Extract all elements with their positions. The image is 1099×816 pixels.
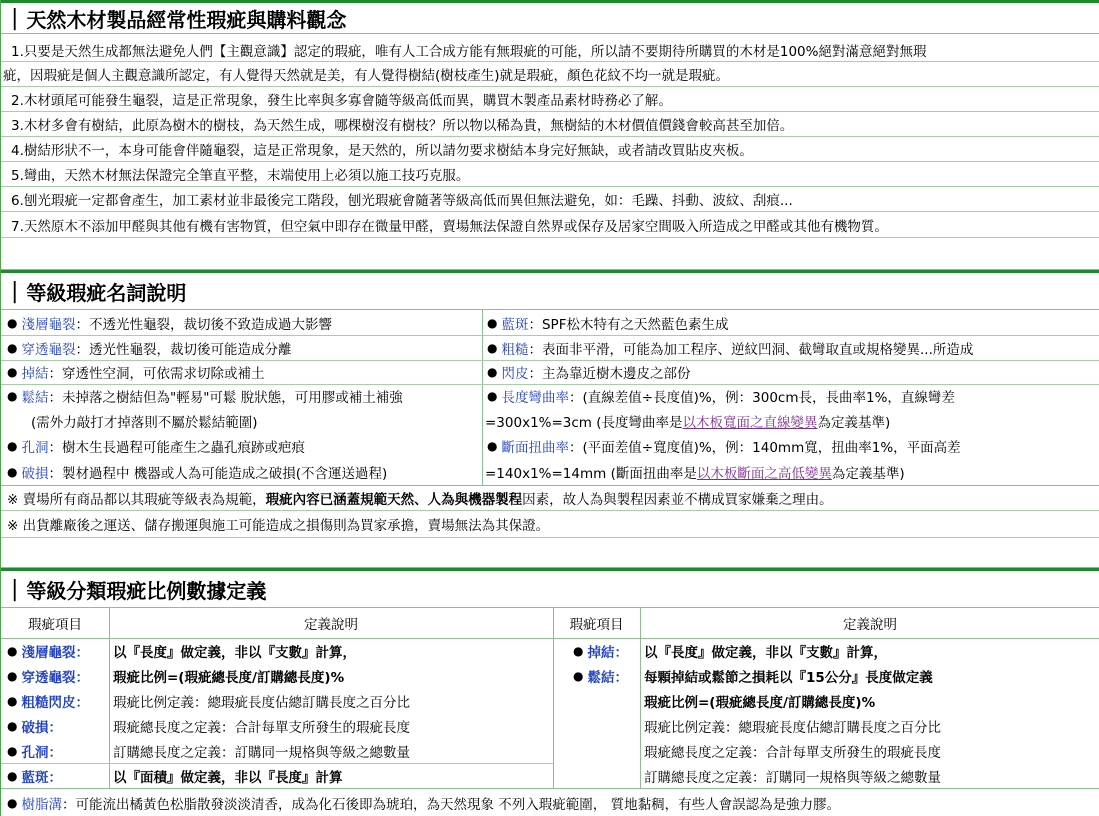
bullet-icon: ●	[7, 464, 18, 479]
ratio-def-line	[644, 738, 1098, 763]
term-name: 藍斑	[501, 316, 529, 333]
ratio-def-line	[113, 688, 551, 713]
ratio-term-rough-wane	[7, 688, 109, 713]
term-name: 閃皮	[501, 366, 529, 382]
term-name: 孔洞	[21, 439, 49, 456]
term-desc: (需外力敲打才掉落則不屬於鬆結範圍)	[31, 414, 258, 431]
note-text: 6.刨光瑕疵一定都會產生，加工素材並非最後完工階段，刨光瑕疵會隨著等級高低而異但無法避免，如：毛躁、抖動、波紋、刮痕...	[11, 193, 793, 209]
cell-text: 瑕疵比例定義：總瑕疵長度佔總訂購長度之百分比	[644, 719, 941, 736]
term-desc: ：穿透性空洞，可依需求切除或補土	[48, 366, 265, 382]
row-line	[1, 335, 1099, 336]
cell-text: 定義說明	[304, 617, 358, 633]
bullet-icon: ●	[487, 315, 498, 330]
term-desc: ：表面非平滑，可能為加工程序、逆紋凹洞、截彎取直或規格變異...所造成	[528, 341, 974, 358]
note-item-3	[1, 112, 1099, 137]
cell-text: 掉結：	[587, 645, 628, 661]
cell-text: ●	[573, 644, 584, 658]
ratio-def-line	[113, 663, 551, 688]
note-text: 4.樹結形狀不一，本身可能會伴隨龜裂，這是正常現象，是天然的，所以請勿要求樹結本身完好無缺，或者請改買貼皮夾板。	[11, 143, 753, 159]
cell-text: 孔洞：	[21, 744, 62, 761]
term-loose-knot	[7, 384, 481, 408]
header-definition	[109, 608, 553, 638]
term-damage	[7, 458, 481, 485]
bullet-icon: ●	[487, 340, 498, 355]
cell-text: 每顆掉結或鬆節之損耗以『15公分』長度做定義	[644, 669, 933, 686]
cell-text: 以『長度』做定義，非以『支數』計算，	[113, 645, 356, 661]
ratio-term-through-crack	[7, 663, 109, 688]
ratio-def-line	[644, 663, 1098, 688]
note-item-2	[1, 87, 1099, 112]
cell-text: 鬆結：	[587, 669, 628, 686]
note-item-1-continued	[1, 62, 1099, 87]
cell-text: ●	[7, 693, 18, 708]
term-twist-example	[485, 458, 1097, 485]
column-divider	[553, 608, 554, 788]
term-desc: ：製材過程中 機器或人為可能造成之破損(不含運送過程)	[48, 465, 388, 482]
term-desc: =300x1%=3cm (長度彎曲率是	[485, 414, 683, 431]
policy-note-1	[1, 486, 1099, 511]
section-title-text: 天然木材製品經常性瑕疵與購料觀念	[26, 7, 347, 32]
bullet-icon: ●	[7, 389, 18, 403]
bullet-icon: ●	[7, 438, 18, 453]
column-divider	[640, 608, 641, 788]
term-desc: ：(平面差值÷寬度值)%，例：140mm寬，扭曲率1%，平面高差	[568, 439, 961, 456]
cell-text: 以『面積』做定義，非以『長度』計算	[113, 769, 343, 786]
cell-text: 瑕疵項目	[28, 617, 82, 633]
term-name: 樹脂溝	[21, 796, 62, 813]
term-desc: ：透光性龜裂，裁切後可能造成分離	[75, 341, 292, 358]
term-desc: ：可能流出橘黃色松脂散發淡淡清香，成為化石後即為琥珀，為天然現象 不列入瑕疵範圍， 質地黏稠，有些人會誤認為是強力膠。	[61, 796, 841, 813]
note-item-5	[1, 162, 1099, 187]
cell-text: 訂購總長度之定義：訂購同一規格與等級之總數量	[644, 769, 941, 786]
section-title-text: 等級分類瑕疵比例數據定義	[26, 578, 267, 603]
term-highlight: 以木板寬面之直線變異	[682, 414, 818, 431]
bullet-icon: ●	[7, 315, 18, 330]
term-desc-tail: 為定義基準)	[831, 465, 905, 482]
term-highlight: 以木板斷面之高低變異	[696, 465, 832, 482]
title-bar: |	[11, 5, 19, 31]
section-title-grade-terms	[1, 270, 1099, 310]
cell-text: 淺層龜裂：	[21, 645, 89, 661]
term-desc-tail: 為定義基準)	[817, 414, 891, 431]
term-blue-stain	[487, 310, 1097, 335]
cell-text: ●	[573, 668, 584, 683]
term-desc: ：SPF松木特有之天然藍色素生成	[528, 316, 729, 333]
header-definition-2	[640, 608, 1099, 638]
title-bar: |	[11, 278, 19, 304]
row-line	[1, 360, 1099, 361]
bullet-icon: ●	[7, 365, 18, 379]
ratio-term-loose-knot	[573, 663, 640, 688]
note-text: 2.木材頭尾可能發生龜裂，這是正常現象，發生比率與多寡會隨等級高低而異，購買木製產品素材時務必了解。	[11, 93, 672, 109]
cell-text: 瑕疵比例=(瑕疵總長度/訂購總長度)%	[644, 694, 876, 711]
term-shallow-crack	[7, 310, 481, 335]
term-name: 斷面扭曲率	[501, 439, 569, 456]
column-divider	[482, 310, 483, 486]
term-length-bow	[487, 384, 1097, 408]
note-item-6	[1, 187, 1099, 212]
note-item-1	[1, 38, 1099, 62]
policy-note-2	[1, 511, 1099, 538]
cell-text: 以『長度』做定義，非以『支數』計算，	[644, 645, 887, 661]
ratio-term-wormhole	[7, 738, 109, 763]
spacer-row	[1, 238, 1099, 270]
cell-text: 瑕疵總長度之定義：合計每單支所發生的瑕疵長度	[113, 719, 410, 736]
note-text: 7.天然原木不添加甲醛與其他有機有害物質，但空氣中即存在微量甲醛，賣場無法保證自然界或保存及居家空間吸入所造成之甲醛或其他有機物質。	[11, 218, 888, 235]
term-desc: ：樹木生長過程可能產生之蟲孔痕跡或疤痕	[48, 439, 305, 456]
term-knot-hole	[7, 360, 481, 384]
term-name: 穿透龜裂	[21, 341, 76, 358]
term-rough	[487, 335, 1097, 360]
bullet-icon: ●	[7, 340, 18, 355]
cell-text: 破損：	[21, 719, 62, 736]
ratio-def-line	[644, 688, 1098, 713]
term-desc: =140x1%=14mm (斷面扭曲率是	[485, 465, 697, 482]
term-desc: ：未掉落之樹結但為"輕易"可鬆 脫狀態，可用膠或補土補強	[48, 390, 403, 406]
term-name: 破損	[21, 465, 49, 482]
cell-text: 訂購總長度之定義：訂購同一規格與等級之總數量	[113, 744, 410, 761]
bullet-icon: ●	[487, 365, 498, 379]
cell-text: ●	[7, 668, 18, 683]
section-title-text: 等級瑕疵名詞說明	[26, 280, 187, 305]
term-through-crack	[7, 335, 481, 360]
ratio-def-line	[644, 763, 1098, 788]
term-name: 掉結	[21, 366, 49, 382]
cell-text: 瑕疵項目	[569, 617, 624, 633]
term-name: 長度彎曲率	[501, 390, 569, 406]
ratio-def-line	[113, 763, 551, 788]
note-part-bold: 瑕疵內容已涵蓋規範天然、人為與機器製程	[265, 492, 523, 508]
bullet-icon: ●	[487, 389, 498, 403]
term-twist	[487, 433, 1097, 458]
cell-text: ●	[7, 718, 18, 733]
cell-text: ●	[7, 743, 18, 758]
term-name: 粗糙	[501, 341, 529, 358]
term-name: 淺層龜裂	[21, 316, 76, 333]
bullet-icon: ●	[7, 795, 18, 810]
column-divider	[109, 608, 110, 788]
ratio-def-line	[644, 639, 1098, 663]
cell-text: 藍斑：	[21, 769, 62, 786]
term-desc: ：(直線差值÷長度值)%，例：300cm長，長曲率1%，直線彎差	[568, 390, 955, 406]
note-part: 因素，故人為與製程因素並不構成買家嫌棄之理由。	[522, 492, 833, 508]
ratio-term-shallow-crack	[7, 639, 109, 663]
bullet-icon: ●	[487, 438, 498, 453]
ratio-term-damage	[7, 713, 109, 738]
section-title-natural-wood	[1, 0, 1099, 34]
term-wormhole	[7, 433, 481, 458]
spacer-row	[1, 538, 1099, 568]
term-name: 鬆結	[21, 390, 49, 406]
term-wane	[487, 360, 1097, 384]
cell-text: 穿透龜裂：	[21, 669, 89, 686]
note-text: 1.只要是天然生成都無法避免人們【主觀意識】認定的瑕疵，唯有人工合成方能有無瑕疵的可能，所以請不要期待所購買的木材是100%絕對滿意絕對無瑕	[11, 43, 927, 60]
header-defect-item-2	[553, 608, 640, 638]
ratio-def-line	[113, 738, 551, 763]
note-part: ※ 賣場所有商品都以其瑕疵等級表為規範，	[7, 492, 266, 508]
term-length-bow-example	[485, 408, 1097, 433]
cell-text: 瑕疵比例定義：總瑕疵長度佔總訂購長度之百分比	[113, 694, 410, 711]
ratio-term-blue-stain	[7, 763, 109, 788]
note-text: 疵，因瑕疵是個人主觀意識所認定，有人覺得天然就是美，有人覺得樹結(樹枝產生)就是瑕疵，顏色花紋不均一就是瑕疵。	[3, 68, 730, 84]
section-title-ratio-definitions	[1, 568, 1099, 608]
cell-text: ●	[7, 768, 18, 783]
row-line	[1, 384, 1099, 385]
term-loose-knot-note	[31, 408, 481, 433]
header-defect-item	[1, 608, 109, 638]
note-part: ※ 出貨離廠後之運送、儲存搬運與施工可能造成之損傷則為買家承擔，賣場無法為其保證。	[7, 518, 550, 534]
note-item-7	[1, 212, 1099, 238]
resin-channel-note	[7, 789, 1097, 816]
cell-text: 定義說明	[843, 617, 897, 633]
term-desc: ：不透光性龜裂，裁切後不致造成過大影響	[75, 316, 332, 333]
cell-text: 瑕疵比例=(瑕疵總長度/訂購總長度)%	[113, 669, 345, 686]
note-text: 5.彎曲，天然木材無法保證完全筆直平整，末端使用上必須以施工技巧克服。	[11, 168, 470, 184]
title-bar: |	[11, 576, 19, 602]
term-desc: ：主為靠近樹木邊皮之部份	[528, 366, 691, 382]
cell-text: ●	[7, 644, 18, 658]
note-item-4	[1, 137, 1099, 162]
ratio-def-line	[113, 639, 551, 663]
ratio-term-knot-hole	[573, 639, 640, 663]
ratio-def-line	[644, 713, 1098, 738]
ratio-def-line	[113, 713, 551, 738]
cell-text: 粗糙閃皮：	[21, 694, 89, 711]
cell-text: 瑕疵總長度之定義：合計每單支所發生的瑕疵長度	[644, 744, 941, 761]
note-text: 3.木材多會有樹結，此原為樹木的樹枝，為天然生成，哪棵樹沒有樹枝？所以物以稀為貴，無樹結的木材價值價錢會較高甚至加倍。	[11, 118, 794, 134]
